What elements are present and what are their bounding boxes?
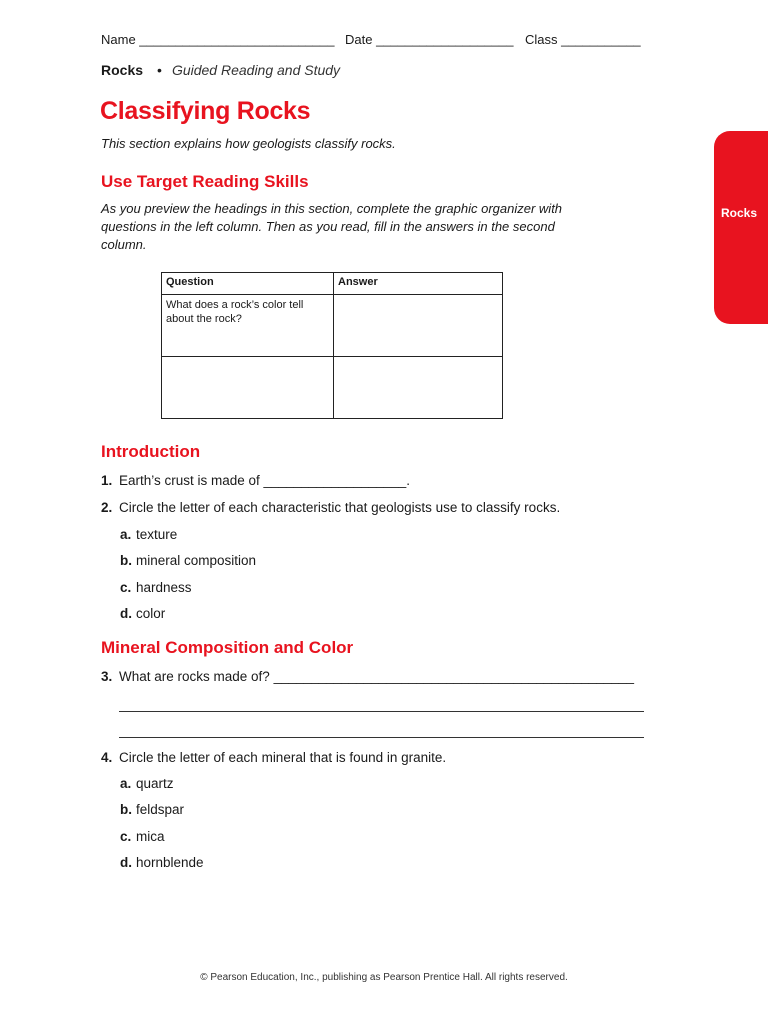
option-text: feldspar	[136, 802, 185, 817]
option-item[interactable]	[120, 855, 204, 870]
table-row	[162, 357, 503, 419]
section-heading-introduction: Introduction	[101, 442, 201, 461]
option-letter: b.	[120, 802, 132, 817]
option-letter: c.	[120, 829, 132, 844]
question-text[interactable]: What are rocks made of? ________________________________________________	[119, 669, 634, 684]
column-header-answer: Answer	[334, 273, 503, 295]
class-field[interactable]: Class ___________	[525, 32, 641, 47]
answer-cell[interactable]	[334, 295, 503, 357]
answer-line[interactable]	[119, 737, 644, 738]
option-item[interactable]	[120, 776, 174, 791]
option-item[interactable]	[120, 606, 165, 621]
intro-text: This section explains how geologists classify rocks.	[101, 136, 396, 151]
page-title: Classifying Rocks	[100, 97, 311, 125]
option-text: quartz	[136, 776, 174, 791]
question-4	[101, 750, 446, 765]
question-number: 1.	[101, 473, 113, 488]
table-row	[162, 295, 503, 357]
question-1	[101, 473, 410, 488]
option-item[interactable]	[120, 802, 184, 817]
question-cell[interactable]	[162, 357, 334, 419]
option-letter: a.	[120, 776, 132, 791]
option-text: texture	[136, 527, 178, 542]
series-name: Guided Reading and Study	[171, 62, 341, 78]
option-text: hardness	[136, 580, 192, 595]
organizer-header-row	[162, 273, 503, 295]
question-number: 3.	[101, 669, 113, 684]
chapter-name: Rocks	[101, 62, 144, 78]
reading-skills-instructions: As you preview the headings in this section, complete the graphic organizer with questions in the left column. Then as you read, fill in the answers in the second column.	[101, 201, 563, 252]
chapter-subhead	[101, 62, 340, 78]
option-item[interactable]	[120, 527, 177, 542]
option-item[interactable]	[120, 580, 192, 595]
side-tab-label: Rocks	[721, 206, 758, 220]
option-letter: d.	[120, 855, 132, 870]
question-3	[101, 669, 634, 684]
option-item[interactable]	[120, 829, 165, 844]
separator-bullet: •	[157, 62, 162, 78]
option-text: hornblende	[136, 855, 204, 870]
graphic-organizer	[161, 272, 503, 419]
question-cell[interactable]: What does a rock’s color tell about the rock?	[162, 295, 334, 357]
column-header-question: Question	[162, 273, 334, 295]
option-text: color	[136, 606, 166, 621]
date-field[interactable]: Date ___________________	[345, 32, 514, 47]
section-heading-mineral-composition: Mineral Composition and Color	[101, 638, 354, 657]
option-letter: d.	[120, 606, 132, 621]
question-number: 2.	[101, 500, 113, 515]
option-letter: b.	[120, 553, 132, 568]
header-row	[101, 32, 646, 52]
section-heading-reading-skills: Use Target Reading Skills	[101, 172, 309, 191]
option-text: mineral composition	[136, 553, 257, 568]
copyright-footer: © Pearson Education, Inc., publishing as Pearson Prentice Hall. All rights reserved.	[200, 972, 568, 983]
question-text[interactable]: Earth’s crust is made of ___________________.	[119, 473, 410, 488]
name-field[interactable]: Name ___________________________	[101, 32, 335, 47]
option-letter: c.	[120, 580, 132, 595]
answer-cell[interactable]	[334, 357, 503, 419]
option-text: mica	[136, 829, 165, 844]
question-text: Circle the letter of each characteristic that geologists use to classify rocks.	[119, 500, 561, 515]
question-2	[101, 500, 560, 515]
side-tab	[714, 131, 768, 324]
question-number: 4.	[101, 750, 113, 765]
option-item[interactable]	[120, 553, 256, 568]
answer-line[interactable]	[119, 711, 644, 712]
question-text: Circle the letter of each mineral that is found in granite.	[119, 750, 447, 765]
option-letter: a.	[120, 527, 132, 542]
